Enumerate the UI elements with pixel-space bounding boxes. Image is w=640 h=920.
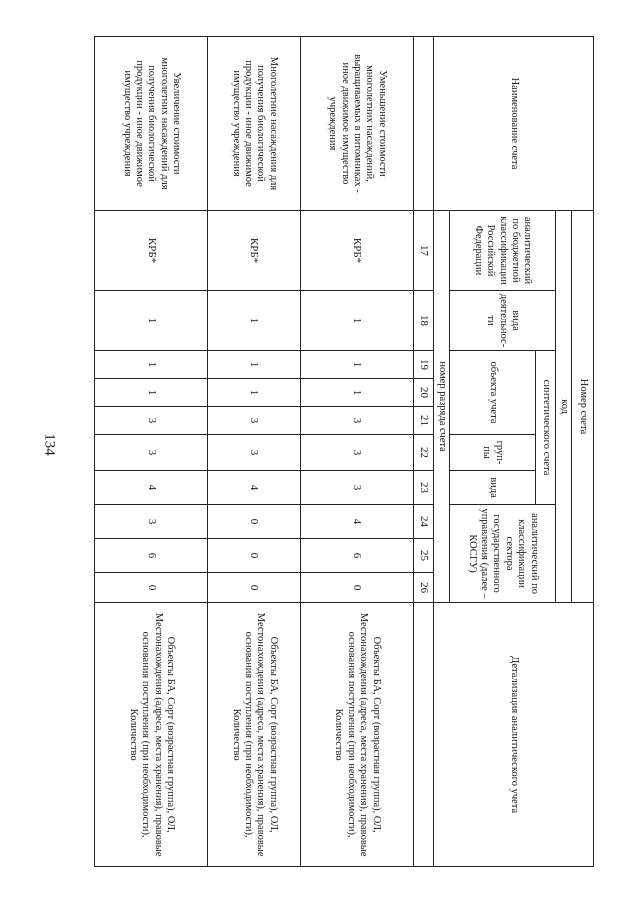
cell-value: 0	[208, 539, 300, 573]
header-kind: вида	[450, 471, 536, 505]
accounts-table	[94, 36, 594, 867]
cell-value: 3	[95, 435, 208, 471]
rotated-table-wrapper	[94, 36, 594, 866]
header-code: код	[556, 211, 572, 603]
table-row	[95, 37, 208, 867]
cell-value: 1	[95, 291, 208, 351]
cell-value: КРБ*	[95, 211, 208, 291]
column-number: 18	[414, 291, 434, 351]
detail-text: Объекты БА, Сорт (возрастная группа), ОЛ, Местонахождения (адреса, места хранения), правовые основания поступления (при необходимости), Количество	[300, 603, 413, 867]
column-number: 19	[414, 351, 434, 379]
cell-value: 6	[95, 539, 208, 573]
table-row	[300, 37, 413, 867]
cell-value: КРБ*	[208, 211, 300, 291]
cell-value: 4	[300, 505, 413, 539]
cell-value: 6	[300, 539, 413, 573]
header-kosgu: аналитический по классификации сектора государственного управления (далее – КОСГУ)	[450, 505, 556, 603]
column-number: 25	[414, 539, 434, 573]
cell-value: 1	[300, 291, 413, 351]
cell-value: 1	[208, 351, 300, 379]
cell-value: 0	[208, 573, 300, 603]
cell-value: 1	[300, 351, 413, 379]
column-number: 23	[414, 471, 434, 505]
header-account-name: Наименование счета	[434, 37, 594, 211]
cell-value: 3	[300, 407, 413, 435]
cell-value: 4	[208, 471, 300, 505]
cell-value: 1	[300, 379, 413, 407]
cell-value: 3	[300, 471, 413, 505]
cell-value: 3	[208, 407, 300, 435]
column-number: 26	[414, 573, 434, 603]
page-number: 134	[41, 433, 58, 456]
column-number: 20	[414, 379, 434, 407]
cell-value: 3	[300, 435, 413, 471]
cell-value: 0	[208, 505, 300, 539]
cell-value: 1	[95, 379, 208, 407]
header-synthetic: синтетического счета	[536, 351, 556, 505]
cell-value: 1	[208, 291, 300, 351]
detail-text: Объекты БА, Сорт (возрастная группа), ОЛ, Местонахождения (адреса, места хранения), правовые основания поступления (при необходимости), Количество	[208, 603, 300, 867]
account-name: Многолетние насаждения для получения биологической продукции - иное движимое имущество учреждения	[208, 37, 300, 211]
cell-value: 1	[95, 351, 208, 379]
cell-value: 0	[95, 573, 208, 603]
header-account-object: объекта учета	[450, 351, 536, 435]
account-name: Уменьшение стоимости многолетних насаждений, выращиваемых в питомниках - иное движимое имущество учреждения	[300, 37, 413, 211]
column-number: 24	[414, 505, 434, 539]
cell-value: 0	[300, 573, 413, 603]
cell-value: КРБ*	[300, 211, 413, 291]
header-account-number: Номер счета	[572, 211, 594, 603]
table-row	[208, 37, 300, 867]
header-group: груп-пы	[450, 435, 536, 471]
cell-value: 3	[208, 435, 300, 471]
header-digit-number: номер разряда счета	[434, 211, 450, 603]
column-number: 17	[414, 211, 434, 291]
cell-value: 3	[95, 407, 208, 435]
account-name: Увеличение стоимости многолетних насаждений для получения биологической продукции - иное движимое имущество учреждения	[95, 37, 208, 211]
column-number: 21	[414, 407, 434, 435]
column-number: 22	[414, 435, 434, 471]
cell-value: 1	[208, 379, 300, 407]
cell-value: 4	[95, 471, 208, 505]
cell-value: 3	[95, 505, 208, 539]
header-detail: Детализация аналитического учета	[434, 603, 594, 867]
detail-text: Объекты БА, Сорт (возрастная группа), ОЛ, Местонахождения (адреса, места хранения), правовые основания поступления (при необходимости), Количество	[95, 603, 208, 867]
header-activity-type: вида деятельнос-ти	[450, 291, 556, 351]
header-analytic-budget: аналитический по бюджетной классификации Российской Федерации	[450, 211, 556, 291]
